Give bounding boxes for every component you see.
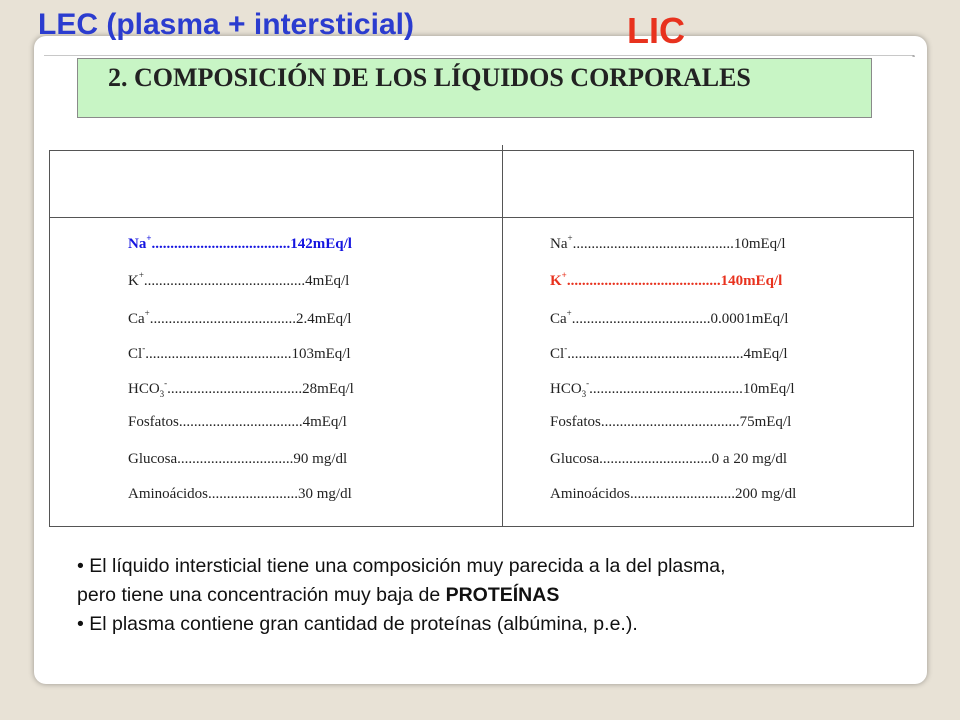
lec-header: LEC (plasma + intersticial) — [38, 8, 414, 41]
leader-dots: ............................................... — [567, 346, 744, 362]
ion-value: 90 mg/dl — [293, 451, 348, 467]
ion-value: 4mEq/l — [302, 414, 347, 430]
lic-row — [550, 234, 786, 253]
lec-row — [128, 344, 351, 363]
leader-dots: .............................. — [599, 451, 712, 467]
ion-value: 10mEq/l — [742, 381, 795, 397]
leader-dots: .................................... — [167, 381, 303, 397]
ion-value: 2.4mEq/l — [296, 311, 352, 327]
ion-name: Cl — [128, 346, 143, 362]
proteinas-bold: PROTEÍNAS — [445, 584, 560, 606]
ion-name: K — [550, 273, 562, 289]
ion-value: 142mEq/l — [290, 236, 352, 252]
notes — [77, 552, 897, 639]
ion-charge: + — [146, 233, 152, 243]
ion-name: Aminoácidos — [128, 486, 208, 502]
ion-subscript: 3 — [581, 389, 587, 399]
lic-row — [550, 309, 788, 328]
ion-name: Fosfatos — [128, 414, 179, 430]
bullet-1-cont — [77, 581, 897, 610]
bullet-1-cont-text: pero tiene una concentración muy baja de — [77, 584, 446, 606]
leader-dots: ........................ — [208, 486, 298, 502]
lic-row — [550, 379, 795, 399]
ion-charge: - — [164, 378, 168, 388]
bullet-1: • El líquido intersticial tiene una composición muy parecida a la del plasma, — [77, 555, 726, 577]
leader-dots: ................................. — [178, 414, 303, 430]
ion-value: 0.0001mEq/l — [710, 311, 789, 327]
ion-charge: - — [586, 378, 590, 388]
leader-dots: ....................................... — [145, 346, 292, 362]
ion-charge: + — [561, 270, 567, 280]
ion-value: 4mEq/l — [305, 273, 350, 289]
ion-value: 75mEq/l — [739, 414, 792, 430]
lic-row — [550, 451, 787, 468]
leader-dots: ........................................... — [572, 236, 734, 252]
ion-name: Aminoácidos — [550, 486, 630, 502]
lec-row — [128, 379, 354, 399]
lec-row — [128, 309, 351, 328]
ion-name: Glucosa — [128, 451, 178, 467]
ion-subscript: 3 — [159, 389, 165, 399]
ion-value: 30 mg/dl — [298, 486, 352, 502]
ion-value: 140mEq/l — [720, 273, 783, 289]
ion-value: 0 a 20 mg/dl — [711, 451, 788, 467]
ion-name: HCO — [128, 381, 160, 397]
leader-dots: ..................................... — [151, 236, 291, 252]
ion-value: 4mEq/l — [743, 346, 788, 362]
ion-charge: + — [566, 308, 572, 318]
ion-charge: + — [567, 233, 573, 243]
ion-name: Glucosa — [550, 451, 600, 467]
lec-row — [128, 451, 347, 468]
leader-dots: ..................................... — [600, 414, 740, 430]
ion-value: 10mEq/l — [733, 236, 786, 252]
ion-value: 200 mg/dl — [735, 486, 797, 502]
lec-row — [128, 271, 349, 290]
ion-charge: - — [564, 343, 568, 353]
lic-row — [550, 344, 788, 363]
leader-dots: ........................................... — [143, 273, 306, 289]
lic-row — [550, 486, 796, 503]
leader-dots: ......................................... — [589, 381, 743, 397]
lic-header: LIC — [627, 10, 685, 51]
leader-dots: ......................................... — [566, 273, 721, 289]
lic-row — [550, 414, 791, 431]
ion-name: Ca — [128, 311, 145, 327]
leader-dots: ............................... — [177, 451, 294, 467]
bullet-2: • El plasma contiene gran cantidad de proteínas (albúmina, p.e.). — [77, 613, 638, 635]
composition-table — [49, 150, 914, 527]
slide-title: 2. COMPOSICIÓN DE LOS LÍQUIDOS CORPORALES — [108, 63, 751, 92]
lec-row — [128, 234, 352, 253]
ion-charge: + — [144, 308, 150, 318]
ion-name: Fosfatos — [550, 414, 601, 430]
ion-charge: + — [138, 270, 144, 280]
ion-name: Cl — [550, 346, 565, 362]
leader-dots: ............................ — [630, 486, 735, 502]
corner-mark: - — [912, 51, 916, 62]
leader-dots: ..................................... — [571, 311, 711, 327]
ion-name: Na — [128, 236, 147, 252]
lec-row — [128, 414, 347, 431]
ion-charge: - — [142, 343, 146, 353]
leader-dots: ....................................... — [149, 311, 296, 327]
column-divider — [502, 145, 503, 526]
ion-name: HCO — [550, 381, 582, 397]
lic-row — [550, 271, 782, 290]
ion-value: 28mEq/l — [302, 381, 354, 397]
ion-name: K — [128, 273, 139, 289]
title-box — [77, 58, 872, 118]
ion-name: Ca — [550, 311, 567, 327]
ion-name: Na — [550, 236, 568, 252]
ion-value: 103mEq/l — [291, 346, 351, 362]
lec-row — [128, 486, 352, 503]
header-divider — [50, 217, 913, 218]
top-divider — [44, 55, 914, 56]
